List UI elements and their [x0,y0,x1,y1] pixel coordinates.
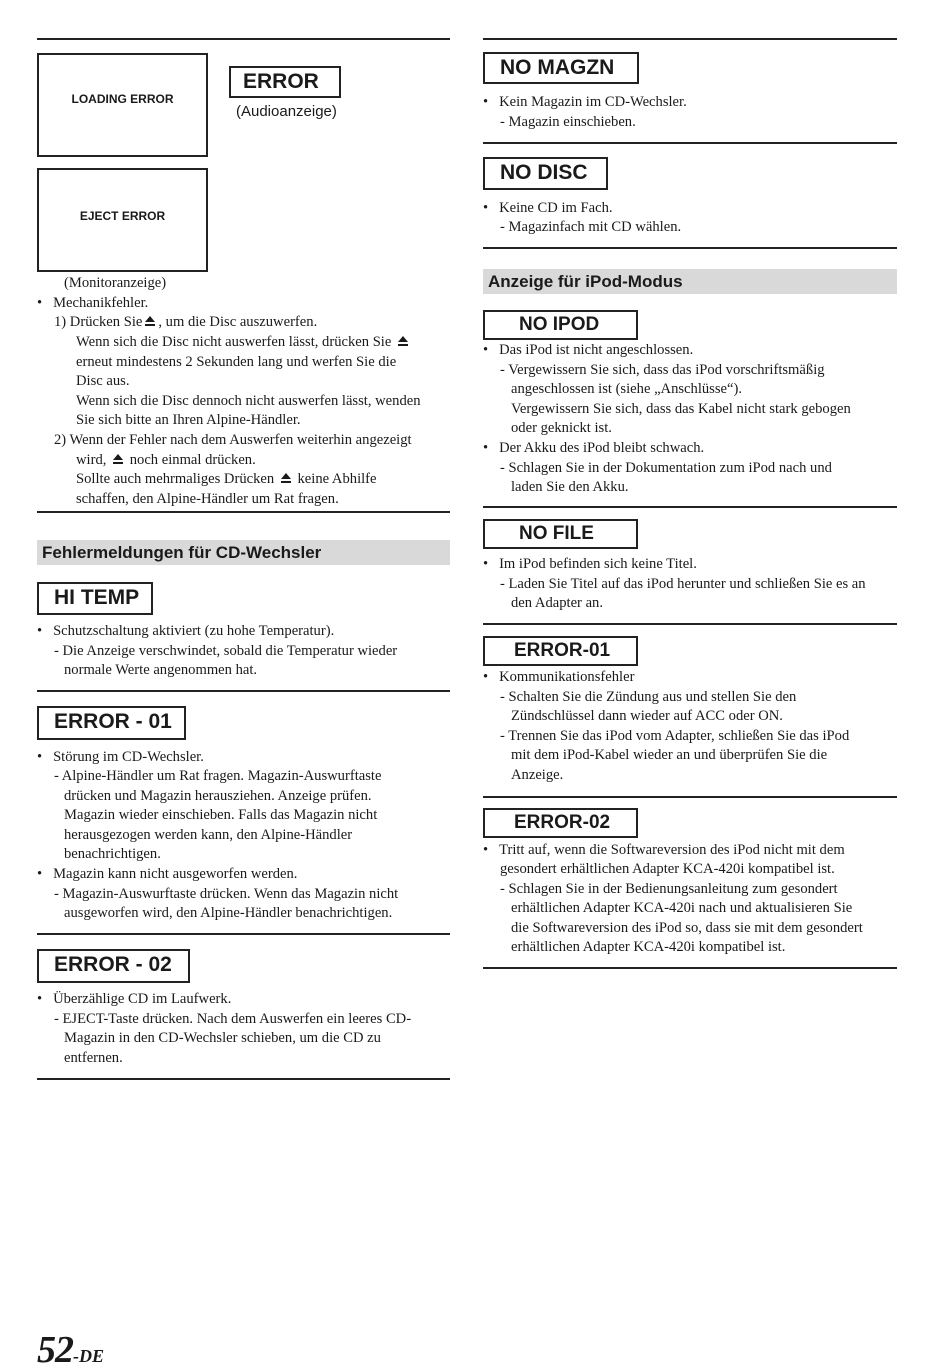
ipod-error02-box [483,808,638,838]
nomagzn-line2: - Magazin einschieben. [500,114,636,130]
noipod-line2: - Vergewissern Sie sich, dass das iPod vorschriftsmäßig [500,362,825,378]
page-number-suffix: -DE [73,1346,104,1366]
nofile-title: NO FILE [519,523,594,544]
mech-step2-line4: schaffen, den Alpine-Händler um Rat fragen. [76,491,339,507]
ipod-error02-line2: gesondert erhältlichen Adapter KCA-420i kompatibel ist. [500,861,835,877]
page-number-digits: 52 [37,1329,73,1371]
cd-error01-line1: • Störung im CD-Wechsler. [37,749,204,765]
nofile-line1: • Im iPod befinden sich keine Titel. [483,556,697,572]
nofile-line3: den Adapter an. [511,595,603,611]
cd-error01-box [37,706,186,740]
ipod-error02-title: ERROR-02 [514,812,611,833]
cd-error01-line2: - Alpine-Händler um Rat fragen. Magazin-Auswurftaste [54,768,382,784]
cd-error02-title: ERROR - 02 [54,953,172,976]
cd-error02-l1: Überzählige CD im Laufwerk. [53,991,232,1007]
mech-step2-line3 [76,470,377,490]
nofile-l1: Im iPod befinden sich keine Titel. [499,556,697,572]
nofile-line2: - Laden Sie Titel auf das iPod herunter und schließen Sie es an [500,576,866,592]
mech-step1-l2: Wenn sich die Disc nicht auswerfen lässt, drücken Sie [76,334,392,350]
monitor-caption: (Monitoranzeige) [64,275,167,291]
mech-bullet-text: Mechanikfehler. [53,295,149,311]
mech-step2-l2b: noch einmal drücken. [129,452,256,468]
divider [483,247,897,249]
nomagzn-l1: Kein Magazin im CD-Wechsler. [499,94,687,110]
ipod-error01-line4: - Trennen Sie das iPod vom Adapter, schließen Sie das iPod [500,728,850,744]
page-number [37,1328,104,1372]
noipod-line4: Vergewissern Sie sich, dass das Kabel nicht stark gebogen [511,401,851,417]
ipod-error02-line6: erhältlichen Adapter KCA-420i kompatibel ist. [511,939,786,955]
nofile-box [483,519,638,549]
mech-step2-l3b: keine Abhilfe [297,471,377,487]
top-rule-right [483,38,897,40]
loading-error-label: LOADING ERROR [71,92,174,106]
cd-error01-line8: - Magazin-Auswurftaste drücken. Wenn das Magazin nicht [54,886,399,902]
ipod-error01-line5: mit dem iPod-Kabel wieder an und überprüfen Sie die [511,747,828,763]
ipod-error02-line1: • Tritt auf, wenn die Softwareversion des iPod nicht mit dem [483,842,845,858]
cd-error01-line6: benachrichtigen. [64,846,161,862]
mech-step1-line2 [76,333,411,353]
loading-error-screen [37,53,208,157]
ipod-error01-box [483,636,638,666]
hitemp-line2: - Die Anzeige verschwindet, sobald die Temperatur wieder [54,643,398,659]
section-title-ipod: Anzeige für iPod-Modus [483,269,897,294]
mech-step1-line6: Sie sich bitte an Ihren Alpine-Händler. [76,412,301,428]
noipod-line6: • Der Akku des iPod bleibt schwach. [483,440,705,456]
mech-bullet: • Mechanikfehler. [37,295,149,311]
ipod-error02-line4: erhältlichen Adapter KCA-420i nach und aktualisieren Sie [511,900,853,916]
mech-step1-a: 1) Drücken Sie [54,314,143,330]
hitemp-l1: Schutzschaltung aktiviert (zu hohe Temperatur). [53,623,335,639]
cd-error01-line9: ausgeworfen wird, den Alpine-Händler benachrichtigen. [64,905,393,921]
mech-step1-line3: erneut mindestens 2 Sekunden lang und werfen Sie die [76,354,397,370]
nodisc-line2: - Magazinfach mit CD wählen. [500,219,682,235]
nodisc-title: NO DISC [500,161,588,184]
noipod-box [483,310,638,340]
cd-error01-line4: Magazin wieder einschieben. Falls das Magazin nicht [64,807,378,823]
eject-icon [280,472,292,484]
divider [483,796,897,798]
eject-error-label: EJECT ERROR [79,209,166,223]
cd-error01-l1: Störung im CD-Wechsler. [53,749,204,765]
nodisc-box [483,157,608,190]
divider [37,1078,450,1080]
cd-error02-box [37,949,190,983]
error-display-text: ERROR [243,70,319,93]
cd-error01-line3: drücken und Magazin herausziehen. Anzeige prüfen. [64,788,372,804]
eject-error-screen [37,168,208,272]
nodisc-line1: • Keine CD im Fach. [483,200,613,216]
nomagzn-box [483,52,639,84]
noipod-line7: - Schlagen Sie in der Dokumentation zum iPod nach und [500,460,832,476]
mech-step1-line4: Disc aus. [76,373,130,389]
error-display-box [229,66,341,98]
cd-error02-line1: • Überzählige CD im Laufwerk. [37,991,232,1007]
divider [37,933,450,935]
ipod-error01-l1: Kommunikationsfehler [499,669,635,685]
cd-error02-line2: - EJECT-Taste drücken. Nach dem Auswerfen ein leeres CD- [54,1011,412,1027]
divider [483,506,897,508]
divider [37,690,450,692]
noipod-line3: angeschlossen ist (siehe „Anschlüsse“). [511,381,743,397]
mech-step1-line1 [54,313,317,333]
cd-error01-l7: Magazin kann nicht ausgeworfen werden. [53,866,298,882]
mech-step2-line1: 2) Wenn der Fehler nach dem Auswerfen weiterhin angezeigt [54,432,412,448]
nomagzn-title: NO MAGZN [500,56,615,79]
nodisc-l1: Keine CD im Fach. [499,200,613,216]
section-title-cd-changer: Fehlermeldungen für CD-Wechsler [37,540,450,565]
cd-error02-line3: Magazin in den CD-Wechsler schieben, um die CD zu [64,1030,381,1046]
cd-error01-title: ERROR - 01 [54,710,172,733]
audio-caption: (Audioanzeige) [236,103,337,120]
mech-step1-b: , um die Disc auszuwerfen. [158,314,318,330]
ipod-error01-title: ERROR-01 [514,640,611,661]
noipod-line5: oder geknickt ist. [511,420,612,436]
mech-step2-l3a: Sollte auch mehrmaliges Drücken [76,471,275,487]
noipod-title: NO IPOD [519,314,600,335]
noipod-line1: • Das iPod ist nicht angeschlossen. [483,342,694,358]
noipod-line8: laden Sie den Akku. [511,479,629,495]
ipod-error02-line3: - Schlagen Sie in der Bedienungsanleitung zum gesondert [500,881,838,897]
mech-step1-line5: Wenn sich die Disc dennoch nicht auswerfen lässt, wenden [76,393,421,409]
noipod-l6: Der Akku des iPod bleibt schwach. [499,440,705,456]
mech-step2-l2a: wird, [76,452,107,468]
cd-error01-line7: • Magazin kann nicht ausgeworfen werden. [37,866,298,882]
divider [37,511,450,513]
ipod-error01-line1: • Kommunikationsfehler [483,669,635,685]
divider [483,967,897,969]
hitemp-box [37,582,153,615]
cd-error02-line4: entfernen. [64,1050,123,1066]
eject-icon [112,453,124,465]
ipod-error02-line5: die Softwareversion des iPod so, dass sie mit dem gesondert [511,920,863,936]
ipod-error01-line2: - Schalten Sie die Zündung aus und stellen Sie den [500,689,797,705]
nomagzn-line1: • Kein Magazin im CD-Wechsler. [483,94,687,110]
ipod-error01-line6: Anzeige. [511,767,564,783]
noipod-l1: Das iPod ist nicht angeschlossen. [499,342,694,358]
eject-icon [144,315,156,327]
ipod-error01-line3: Zündschlüssel dann wieder auf ACC oder ON. [511,708,783,724]
cd-error01-line5: herausgezogen werden kann, den Alpine-Händler [64,827,353,843]
top-rule-left [37,38,450,40]
hitemp-title: HI TEMP [54,586,140,609]
ipod-error02-l1: Tritt auf, wenn die Softwareversion des iPod nicht mit dem [499,842,845,858]
eject-icon [397,335,409,347]
mech-step2-line2 [76,451,256,471]
divider [483,623,897,625]
divider [483,142,897,144]
hitemp-line3: normale Werte angenommen hat. [64,662,258,678]
hitemp-line1: • Schutzschaltung aktiviert (zu hohe Temperatur). [37,623,335,639]
